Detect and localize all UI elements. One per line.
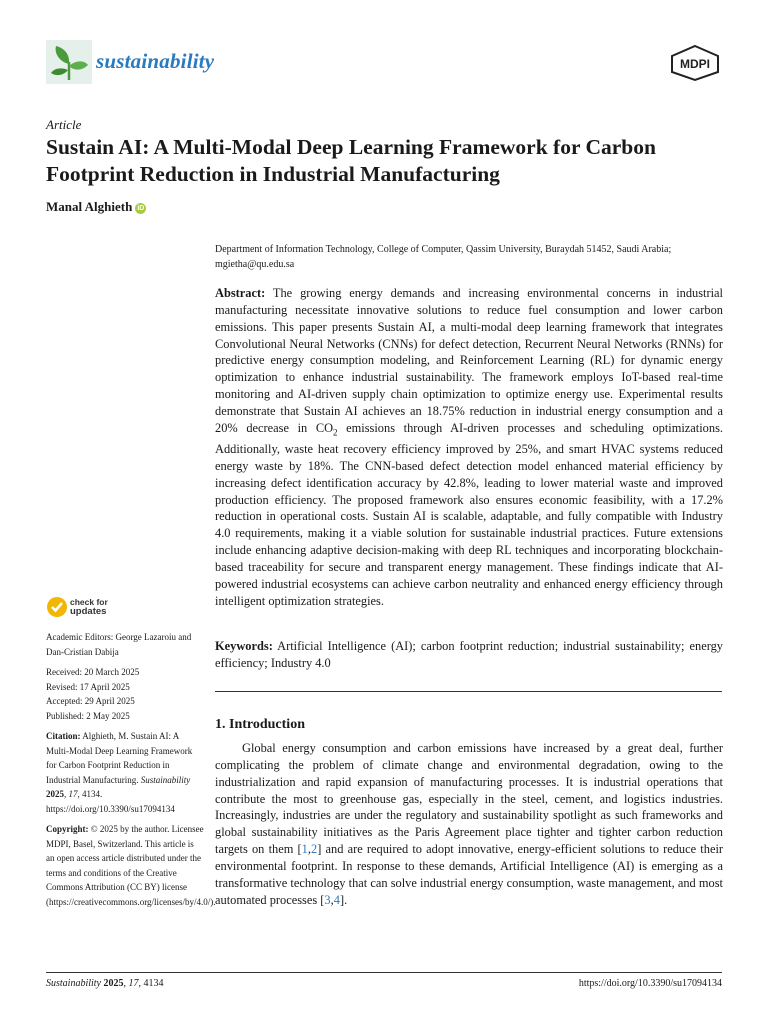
abstract-text-2: emissions through AI-driven processes and scheduling optimizations. Additionally, waste heat recovery efficiency improved by 25%, and smart HVAC systems reduced energy waste by 18%. The CNN-based defect detection model enhanced material efficiency by increasing defect identification accuracy by 42.8%, leading to lower material waste and improved production efficiency. The proposed framework also ensures economic feasibility, with a 17.2% reduction in operational costs. Sustain AI is scalable, adaptable, and fully compatible with Industry 4.0 requirements, making it a viable solution for sustainable industrial practices. Future extensions include enhancing adaptive decision-making with deep RL techniques and incorporating blockchain-based traceability for secure and transparent energy management. These findings indicate that AI-powered industrial ecosystems can achieve carbon neutrality and enhanced energy efficiency through intelligent optimization strategies.: [215, 420, 723, 608]
footer-journal: Sustainability: [46, 978, 101, 989]
footer-divider: [46, 972, 722, 973]
intro-text-3: ].: [339, 892, 348, 907]
publisher-name: MDPI: [680, 57, 710, 71]
intro-text-2: ] and are required to adopt innovative, energy-efficient solutions to reduce their environmental footprint. In response to these demands, Artificial Intelligence (AI) is emerging as a transformative technology that can solve industrial energy consumption, waste management, and most automated processes [: [215, 842, 724, 907]
orcid-icon[interactable]: iD: [137, 205, 145, 212]
citation-text: Alghieth, M. Sustain AI: A Multi-Modal Deep Learning Framework for Carbon Footprint Reduction in Industrial Manufacturing.: [46, 731, 193, 785]
mdpi-logo-icon: [668, 44, 722, 82]
citation-journal: Sustainability: [140, 774, 191, 785]
footer-doi-link[interactable]: https://doi.org/10.3390/su17094134: [578, 978, 722, 989]
citation-link-3[interactable]: 3: [324, 892, 331, 907]
citation-link-2[interactable]: 2: [310, 842, 318, 857]
citation-volume: 17: [68, 789, 78, 799]
page-header: [46, 40, 722, 86]
article-sidebar: [46, 596, 216, 915]
cite-separator: ,: [307, 842, 311, 857]
citation-block: Citation: Alghieth, M. Sustain AI: A Multi-Modal Deep Learning Framework for Carbon Footprint Reduction in Industrial Manufacturing. Sustainability 2025, 17, 4134. https://doi.org/10.3390/su17094134: [46, 731, 193, 814]
section-title-introduction: 1. Introduction: [215, 717, 305, 732]
author-name[interactable]: Manal Alghieth: [46, 199, 133, 214]
abstract-subscript: 2: [333, 427, 338, 438]
academic-editors: Academic Editors: George Lazaroiu and Dan-Cristian Dabija: [46, 632, 192, 657]
footer-volume: 17: [128, 978, 139, 989]
keywords: [215, 638, 723, 672]
abstract-label: Abstract:: [215, 286, 266, 300]
affiliation: Department of Information Technology, College of Computer, Qassim University, Buraydah 51452, Saudi Arabia; mgietha@qu.edu.sa: [215, 244, 672, 270]
intro-text-1: Global energy consumption and carbon emissions have increased by a great deal, further complicating the problem of climate change and environmental degradation, owing to the industrialization and rapid expansion of manufacturing processes. It is industrial operations that contribute the most to greenhouse gas, especially in the steel, cement, and logistics industries. Increasingly, industries are under the regulatory and sustainability spotlight as such frameworks and global sustainability initiatives as the Paris Agreement place tighter and tighter carbon reduction targets on them [: [215, 741, 723, 857]
sustainability-logo-icon: [46, 40, 92, 84]
revised-date: Revised: 17 April 2025: [46, 681, 130, 692]
citation-link-1[interactable]: 1: [301, 842, 308, 857]
introduction-paragraph: [215, 740, 723, 908]
check-for-updates-badge[interactable]: [46, 596, 204, 624]
cite-separator: ,: [330, 892, 334, 907]
abstract: [215, 285, 723, 610]
check-updates-icon: [46, 596, 68, 618]
author-line: [46, 199, 146, 215]
copyright-label: Copyright:: [46, 824, 89, 834]
published-date: Published: 2 May 2025: [46, 710, 130, 721]
check-updates-line2: updates: [70, 606, 107, 617]
dates: [46, 665, 204, 723]
copyright-text: © 2025 by the author. Licensee MDPI, Basel, Switzerland. This article is an open access article distributed under the terms and conditions of the Creative Commons Attribution (CC BY) license (https://creativecommons.org/licenses/by/4.0/).: [46, 824, 216, 907]
footer-citation: Sustainability 2025, 17, 4134: [46, 978, 164, 989]
check-updates-line1: check for: [70, 597, 108, 607]
keywords-text: Artificial Intelligence (AI); carbon footprint reduction; industrial sustainability; energy efficiency; Industry 4.0: [215, 639, 723, 670]
citation-doi[interactable]: , 4134. https://doi.org/10.3390/su17094134: [46, 789, 175, 814]
keywords-label: Keywords:: [215, 639, 273, 653]
section-divider: [215, 691, 722, 692]
footer-year: 2025: [103, 978, 124, 989]
copyright-block: [46, 822, 216, 909]
accepted-date: Accepted: 29 April 2025: [46, 696, 135, 706]
journal-name: sustainability: [96, 49, 215, 73]
footer-article-number: , 4134: [138, 978, 164, 989]
article-title: Sustain AI: A Multi-Modal Deep Learning Framework for Carbon Footprint Reduction in Industrial Manufacturing: [46, 135, 656, 186]
received-date: Received: 20 March 2025: [46, 667, 140, 677]
citation-label: Citation:: [46, 731, 81, 741]
article-type: Article: [46, 117, 82, 132]
citation-year: 2025: [46, 789, 64, 799]
citation-link-4[interactable]: 4: [333, 892, 340, 907]
abstract-text-1: The growing energy demands and increasing environmental concerns in industrial manufacturing necessitate innovative solutions to reduce fuel consumption and lower carbon emissions. This paper presents Sustain AI, a multi-modal deep learning framework that integrates Convolutional Neural Networks (CNNs) for defect detection, Recurrent Neural Networks (RNNs) for predictive energy consumption modeling, and Reinforcement Learning (RL) for dynamic energy optimization to enhance industrial sustainability. The framework employs IoT-based real-time monitoring and AI-driven supply chain optimization to optimize energy use. Experimental results demonstrate that Sustain AI achieves an 18.75% reduction in industrial energy consumption and a 20% decrease in CO: [215, 286, 723, 435]
